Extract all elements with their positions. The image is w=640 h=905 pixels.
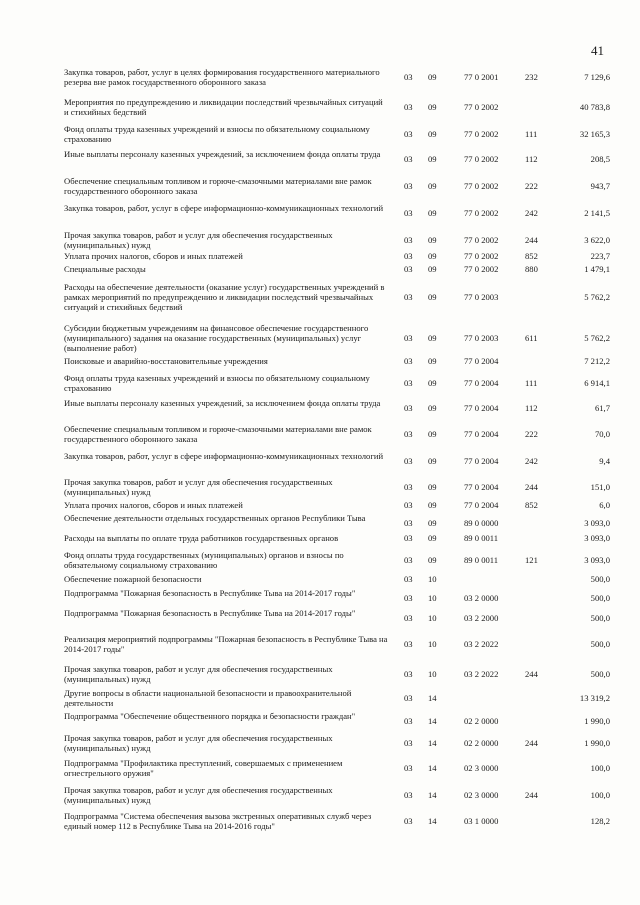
row-name: Уплата прочих налогов, сборов и иных платежей — [64, 251, 243, 261]
row-subsection: 10 — [428, 574, 437, 584]
row-amount: 3 622,0 — [584, 235, 610, 245]
row-section: 03 — [404, 429, 413, 439]
row-section: 03 — [404, 154, 413, 164]
row-section: 03 — [404, 235, 413, 245]
row-target-code: 89 0 0000 — [464, 518, 499, 528]
row-subsection: 09 — [428, 251, 437, 261]
row-amount: 3 093,0 — [584, 533, 610, 543]
row-expense-type: 244 — [525, 790, 538, 800]
row-target-code: 03 2 2000 — [464, 613, 499, 623]
row-target-code: 77 0 2004 — [464, 482, 499, 492]
row-subsection: 14 — [428, 790, 437, 800]
row-section: 03 — [404, 669, 413, 679]
row-amount: 1 479,1 — [584, 264, 610, 274]
row-subsection: 14 — [428, 816, 437, 826]
row-amount: 100,0 — [590, 790, 610, 800]
row-name: Расходы на выплаты по оплате труда работников государственных органов — [64, 533, 339, 543]
row-amount: 1 990,0 — [584, 716, 610, 726]
row-section: 03 — [404, 763, 413, 773]
row-name: Обеспечение специальным топливом и горюче-смазочными материалами вне рамок государственного оборонного заказа — [64, 176, 372, 196]
row-section: 03 — [404, 181, 413, 191]
row-target-code: 77 0 2004 — [464, 356, 499, 366]
row-amount: 6,0 — [599, 500, 610, 510]
row-amount: 61,7 — [594, 403, 610, 413]
row-subsection: 09 — [428, 208, 437, 218]
row-target-code: 77 0 2004 — [464, 500, 499, 510]
row-name: Подпрограмма "Пожарная безопасность в Республике Тыва на 2014-2017 годы" — [64, 588, 356, 598]
row-target-code: 77 0 2002 — [464, 235, 499, 245]
row-amount: 208,5 — [590, 154, 610, 164]
row-target-code: 02 2 0000 — [464, 716, 499, 726]
row-section: 03 — [404, 574, 413, 584]
row-target-code: 77 0 2004 — [464, 456, 499, 466]
row-name: Подпрограмма "Пожарная безопасность в Республике Тыва на 2014-2017 годы" — [64, 608, 356, 618]
row-target-code: 02 3 0000 — [464, 790, 499, 800]
row-section: 03 — [404, 356, 413, 366]
row-subsection: 09 — [428, 72, 437, 82]
row-target-code: 03 2 2022 — [464, 669, 499, 679]
row-target-code: 03 2 2022 — [464, 639, 499, 649]
row-target-code: 77 0 2002 — [464, 102, 499, 112]
row-section: 03 — [404, 333, 413, 343]
row-subsection: 09 — [428, 500, 437, 510]
row-name: Расходы на обеспечение деятельности (оказание услуг) государственных учреждений в рамках мероприятий по предупреждению и ликвидации последствий чрезвычайных ситуаций и стихийных бедствий — [64, 282, 385, 312]
row-target-code: 03 1 0000 — [464, 816, 499, 826]
row-target-code: 77 0 2002 — [464, 154, 499, 164]
row-amount: 1 990,0 — [584, 738, 610, 748]
row-section: 03 — [404, 639, 413, 649]
row-subsection: 10 — [428, 669, 437, 679]
row-amount: 151,0 — [590, 482, 610, 492]
row-amount: 100,0 — [590, 763, 610, 773]
row-section: 03 — [404, 456, 413, 466]
row-section: 03 — [404, 292, 413, 302]
row-target-code: 77 0 2003 — [464, 292, 499, 302]
row-section: 03 — [404, 716, 413, 726]
row-target-code: 89 0 0011 — [464, 555, 499, 565]
row-section: 03 — [404, 790, 413, 800]
row-name: Специальные расходы — [64, 264, 146, 274]
row-subsection: 10 — [428, 639, 437, 649]
row-name: Иные выплаты персоналу казенных учреждений, за исключением фонда оплаты труда — [64, 149, 381, 159]
row-target-code: 77 0 2004 — [464, 378, 499, 388]
row-amount: 128,2 — [590, 816, 610, 826]
row-name: Прочая закупка товаров, работ и услуг для обеспечения государственных (муниципальных) нужд — [64, 664, 333, 684]
row-subsection: 14 — [428, 738, 437, 748]
row-expense-type: 121 — [525, 555, 538, 565]
row-expense-type: 112 — [525, 403, 538, 413]
row-name: Закупка товаров, работ, услуг в сфере информационно-коммуникационных технологий — [64, 451, 384, 461]
row-name: Фонд оплаты труда казенных учреждений и взносы по обязательному социальному страхованию — [64, 373, 370, 393]
row-target-code: 02 2 0000 — [464, 738, 499, 748]
row-name: Поисковые и аварийно-восстановительные учреждения — [64, 356, 268, 366]
row-subsection: 09 — [428, 555, 437, 565]
row-target-code: 77 0 2002 — [464, 251, 499, 261]
row-section: 03 — [404, 613, 413, 623]
row-amount: 13 319,2 — [579, 693, 610, 703]
row-subsection: 09 — [428, 482, 437, 492]
row-amount: 6 914,1 — [584, 378, 610, 388]
row-subsection: 09 — [428, 333, 437, 343]
row-expense-type: 244 — [525, 669, 538, 679]
row-subsection: 09 — [428, 181, 437, 191]
row-section: 03 — [404, 72, 413, 82]
row-target-code: 77 0 2001 — [464, 72, 499, 82]
row-section: 03 — [404, 378, 413, 388]
row-amount: 500,0 — [590, 574, 610, 584]
row-section: 03 — [404, 251, 413, 261]
row-amount: 5 762,2 — [584, 292, 610, 302]
row-amount: 500,0 — [590, 613, 610, 623]
row-target-code: 02 3 0000 — [464, 763, 499, 773]
row-amount: 5 762,2 — [584, 333, 610, 343]
row-amount: 500,0 — [590, 669, 610, 679]
row-section: 03 — [404, 533, 413, 543]
row-amount: 500,0 — [590, 593, 610, 603]
row-expense-type: 111 — [525, 378, 538, 388]
row-section: 03 — [404, 129, 413, 139]
row-name: Прочая закупка товаров, работ и услуг для обеспечения государственных (муниципальных) нужд — [64, 785, 333, 805]
row-name: Субсидии бюджетным учреждениям на финансовое обеспечение государственного (муниципального) задания на оказание государственных (муниципальных) услуг (выполнение работ) — [64, 323, 369, 353]
row-name: Мероприятия по предупреждению и ликвидации последствий чрезвычайных ситуаций и стихийных бедствий — [64, 97, 383, 117]
row-name: Другие вопросы в области национальной безопасности и правоохранительной деятельности — [64, 688, 352, 708]
row-expense-type: 242 — [525, 208, 538, 218]
row-section: 03 — [404, 738, 413, 748]
row-section: 03 — [404, 102, 413, 112]
row-amount: 2 141,5 — [584, 208, 610, 218]
row-subsection: 09 — [428, 154, 437, 164]
row-subsection: 14 — [428, 763, 437, 773]
row-name: Уплата прочих налогов, сборов и иных платежей — [64, 500, 243, 510]
row-subsection: 09 — [428, 533, 437, 543]
row-name: Фонд оплаты труда казенных учреждений и взносы по обязательному социальному страхованию — [64, 124, 370, 144]
row-expense-type: 611 — [525, 333, 538, 343]
row-target-code: 77 0 2004 — [464, 403, 499, 413]
row-amount: 500,0 — [590, 639, 610, 649]
row-section: 03 — [404, 208, 413, 218]
row-name: Реализация мероприятий подпрограммы "Пожарная безопасность в Республике Тыва на 2014-2017 годы" — [64, 634, 388, 654]
row-expense-type: 242 — [525, 456, 538, 466]
row-target-code: 77 0 2002 — [464, 208, 499, 218]
row-name: Обеспечение пожарной безопасности — [64, 574, 202, 584]
row-name: Обеспечение деятельности отдельных государственных органов Республики Тыва — [64, 513, 366, 523]
row-expense-type: 852 — [525, 251, 538, 261]
row-amount: 7 129,6 — [584, 72, 610, 82]
row-amount: 70,0 — [594, 429, 610, 439]
row-amount: 3 093,0 — [584, 518, 610, 528]
row-section: 03 — [404, 693, 413, 703]
row-expense-type: 112 — [525, 154, 538, 164]
row-name: Прочая закупка товаров, работ и услуг для обеспечения государственных (муниципальных) нужд — [64, 733, 333, 753]
row-expense-type: 222 — [525, 429, 538, 439]
page-number: 41 — [591, 43, 604, 58]
row-section: 03 — [404, 555, 413, 565]
row-subsection: 10 — [428, 613, 437, 623]
row-name: Закупка товаров, работ, услуг в целях формирования государственного материального резерва вне рамок государственного оборонного заказа — [64, 67, 380, 87]
row-name: Закупка товаров, работ, услуг в сфере информационно-коммуникационных технологий — [64, 203, 384, 213]
row-subsection: 09 — [428, 518, 437, 528]
row-name: Обеспечение специальным топливом и горюче-смазочными материалами вне рамок государственного оборонного заказа — [64, 424, 372, 444]
row-amount: 223,7 — [590, 251, 610, 261]
row-expense-type: 222 — [525, 181, 538, 191]
row-amount: 9,4 — [599, 456, 610, 466]
row-target-code: 77 0 2004 — [464, 429, 499, 439]
row-subsection: 09 — [428, 378, 437, 388]
row-name: Подпрограмма "Система обеспечения вызова экстренных оперативных служб через единый номер 112 в Республике Тыва на 2014-2016 годы" — [64, 811, 372, 831]
row-name: Иные выплаты персоналу казенных учреждений, за исключением фонда оплаты труда — [64, 398, 381, 408]
row-subsection: 09 — [428, 129, 437, 139]
row-subsection: 14 — [428, 693, 437, 703]
row-subsection: 10 — [428, 593, 437, 603]
row-expense-type: 244 — [525, 738, 538, 748]
row-amount: 3 093,0 — [584, 555, 610, 565]
row-section: 03 — [404, 403, 413, 413]
row-section: 03 — [404, 518, 413, 528]
row-amount: 7 212,2 — [584, 356, 610, 366]
row-expense-type: 852 — [525, 500, 538, 510]
row-subsection: 09 — [428, 102, 437, 112]
row-name: Подпрограмма "Профилактика преступлений, совершаемых с применением огнестрельного оружия" — [64, 758, 343, 778]
row-section: 03 — [404, 482, 413, 492]
row-target-code: 77 0 2003 — [464, 333, 499, 343]
row-name: Прочая закупка товаров, работ и услуг для обеспечения государственных (муниципальных) нужд — [64, 477, 333, 497]
row-subsection: 09 — [428, 429, 437, 439]
row-target-code: 77 0 2002 — [464, 264, 499, 274]
row-subsection: 09 — [428, 456, 437, 466]
row-target-code: 77 0 2002 — [464, 181, 499, 191]
row-amount: 40 783,8 — [579, 102, 610, 112]
row-expense-type: 232 — [525, 72, 538, 82]
row-name: Подпрограмма "Обеспечение общественного порядка и безопасности граждан" — [64, 711, 356, 721]
row-section: 03 — [404, 593, 413, 603]
row-expense-type: 244 — [525, 235, 538, 245]
row-target-code: 77 0 2002 — [464, 129, 499, 139]
row-expense-type: 244 — [525, 482, 538, 492]
row-target-code: 03 2 0000 — [464, 593, 499, 603]
row-subsection: 09 — [428, 264, 437, 274]
row-section: 03 — [404, 816, 413, 826]
row-subsection: 09 — [428, 292, 437, 302]
row-subsection: 09 — [428, 403, 437, 413]
row-name: Прочая закупка товаров, работ и услуг для обеспечения государственных (муниципальных) нужд — [64, 230, 333, 250]
row-expense-type: 880 — [525, 264, 538, 274]
row-amount: 32 165,3 — [579, 129, 610, 139]
row-subsection: 14 — [428, 716, 437, 726]
row-subsection: 09 — [428, 235, 437, 245]
row-expense-type: 111 — [525, 129, 538, 139]
row-section: 03 — [404, 500, 413, 510]
row-amount: 943,7 — [590, 181, 610, 191]
row-target-code: 89 0 0011 — [464, 533, 499, 543]
row-name: Фонд оплаты труда государственных (муниципальных) органов и взносы по обязательному социальному страхованию — [64, 550, 344, 570]
row-subsection: 09 — [428, 356, 437, 366]
row-section: 03 — [404, 264, 413, 274]
